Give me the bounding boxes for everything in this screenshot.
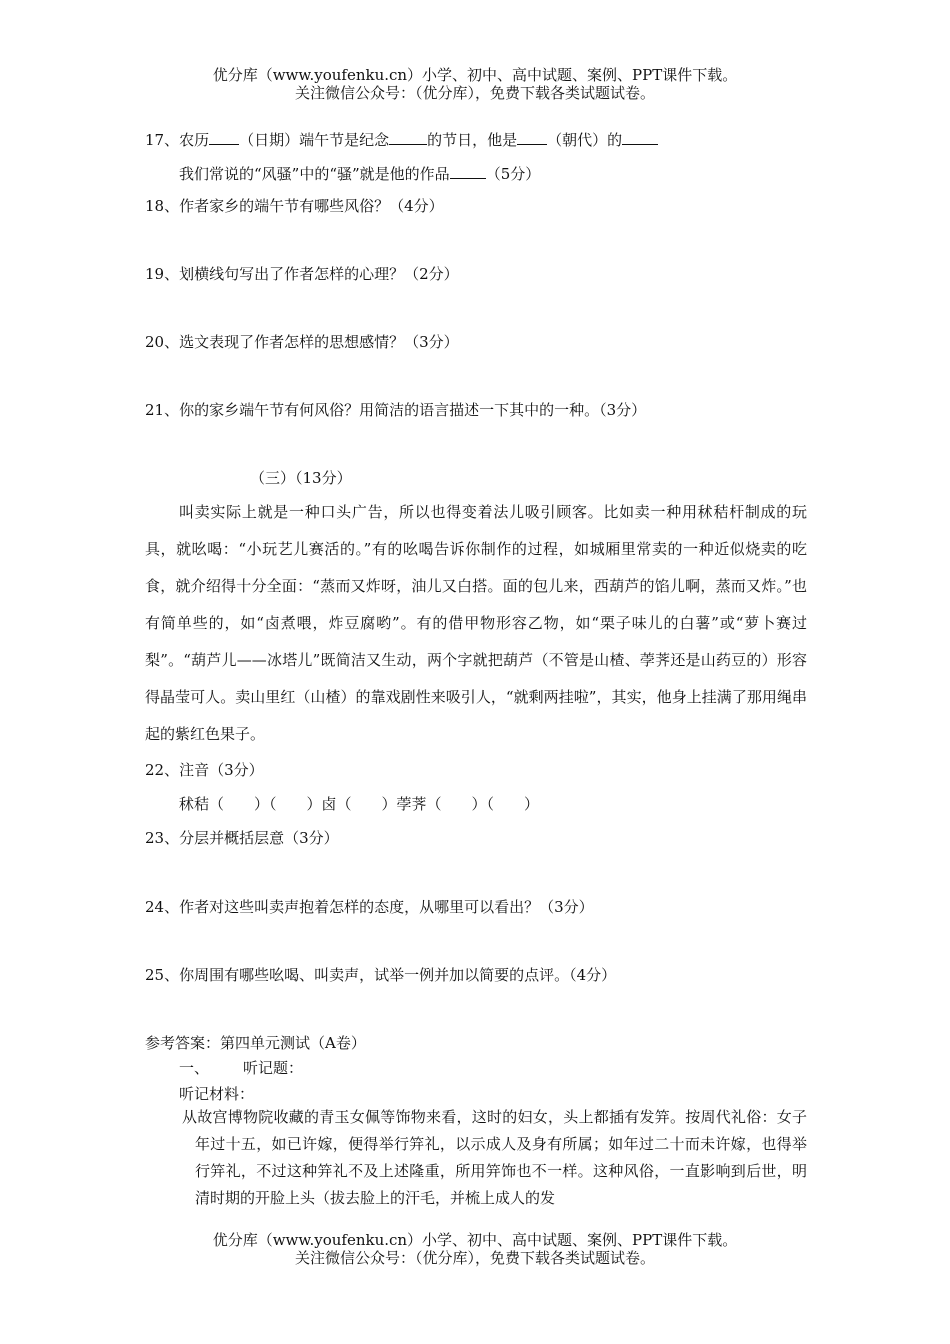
- answer-key-title: 参考答案：第四单元测试（A卷）: [145, 1034, 366, 1052]
- q17-text-c: 的节日，他是: [427, 131, 518, 149]
- footer-line-1: 优分库（www.youfenku.cn）小学、初中、高中试题、案例、PPT课件下载。: [212, 1231, 738, 1249]
- q17-text-d: （朝代）的: [547, 131, 623, 149]
- question-19: 19、划横线句写出了作者怎样的心理？（2分）: [145, 265, 459, 283]
- material-text: 从故宫博物院收藏的青玉女佩等饰物来看，这时的妇女，头上都插有发笄。按周代礼俗：女子年过十五，如已许嫁，便得举行笄礼，以示成人及身有所属；如年过二十而未许嫁，也得举行笄礼，不过这种笄礼不及上述隆重，所用笄饰也不一样。这种风俗，一直影响到后世，明清时期的开脸上头（拔去脸上的汗毛，并梳上成人的发: [182, 1108, 807, 1207]
- answer-blank[interactable]: [622, 128, 658, 145]
- question-21: 21、你的家乡端午节有何风俗？用简洁的语言描述一下其中的一种。（3分）: [145, 401, 647, 419]
- question-22-items: 秫秸（ ）（ ）卤（ ）荸荠（ ）（ ）: [179, 795, 540, 813]
- question-20: 20、选文表现了作者怎样的思想感情？（3分）: [145, 333, 459, 351]
- q17-score: （5分）: [485, 165, 541, 183]
- q17-line2-text: 我们常说的“风骚”中的“骚”就是他的作品: [179, 165, 450, 183]
- footer-line-2: 关注微信公众号：（优分库），免费下载各类试题试卷。: [294, 1249, 655, 1267]
- answer-blank[interactable]: [389, 128, 427, 145]
- answer-blank[interactable]: [450, 162, 486, 179]
- question-17-line-2: [179, 162, 540, 184]
- q17-text-b: （日期）端午节是纪念: [239, 131, 390, 149]
- question-25: 25、你周围有哪些吆喝、叫卖声，试举一例并加以简要的点评。（4分）: [145, 966, 617, 984]
- header-line-1: 优分库（www.youfenku.cn）小学、初中、高中试题、案例、PPT课件下载。: [212, 66, 738, 84]
- question-24: 24、作者对这些叫卖声抱着怎样的态度，从哪里可以看出？（3分）: [145, 898, 594, 916]
- answer-blank[interactable]: [517, 128, 547, 145]
- answer-blank[interactable]: [209, 128, 239, 145]
- reading-passage: 叫卖实际上就是一种口头广告，所以也得变着法儿吸引顾客。比如卖一种用秫秸杆制成的玩具，就吆喝：“小玩艺儿赛活的。”有的吆喝告诉你制作的过程，如城厢里常卖的一种近似烧卖的吃食，就介绍得十分全面：“蒸而又炸呀，油儿又白搭。面的包儿来，西葫芦的馅儿啊，蒸而又炸。”也有简单些的，如“卤煮喂，炸豆腐哟”。有的借甲物形容乙物，如“栗子味儿的白薯”或“萝卜赛过梨”。“葫芦儿——冰塔儿”既简洁又生动，两个字就把葫芦（不管是山楂、荸荠还是山药豆的）形容得晶莹可人。卖山里红（山楂）的靠戏剧性来吸引人，“就剩两挂啦”，其实，他身上挂满了那用绳串起的紫红色果子。: [145, 503, 807, 743]
- page-footer: [0, 1231, 950, 1267]
- question-18: 18、作者家乡的端午节有哪些风俗？（4分）: [145, 197, 444, 215]
- question-22: 22、注音（3分）: [145, 761, 264, 779]
- q17-text-a: 17、农历: [145, 131, 210, 149]
- header-line-2: 关注微信公众号：（优分库），免费下载各类试题试卷。: [294, 84, 655, 102]
- section-3-heading: （三）（13分）: [250, 469, 352, 487]
- question-23: 23、分层并概括层意（3分）: [145, 829, 339, 847]
- answer-section-1: [179, 1058, 303, 1078]
- section-number: 一、: [179, 1059, 210, 1077]
- section-label: 听记题：: [243, 1059, 304, 1077]
- question-17: [145, 128, 658, 150]
- material-label: 听记材料：: [179, 1085, 255, 1103]
- page-header: [0, 66, 950, 102]
